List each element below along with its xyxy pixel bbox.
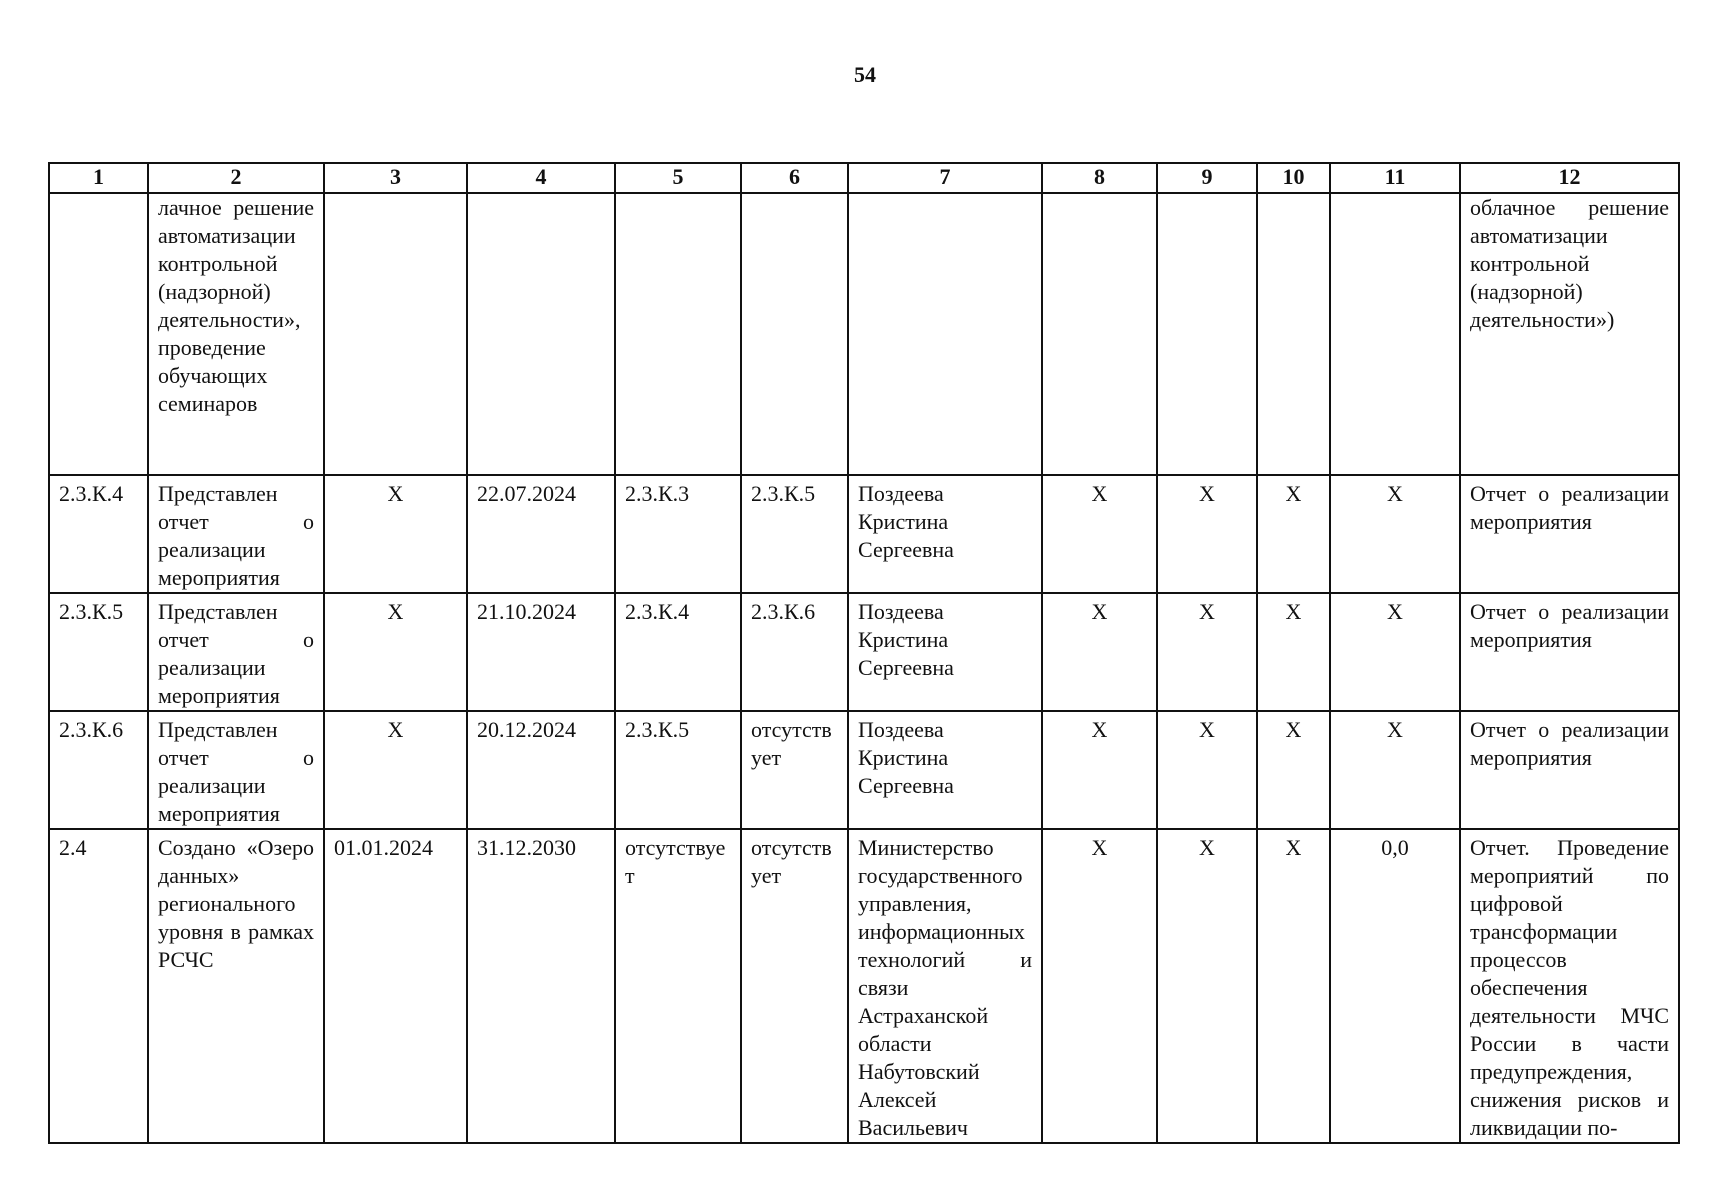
- result-cell: Представлен отчет о реализации мероприятия: [148, 711, 324, 829]
- row-number-cell: 2.4: [49, 829, 148, 1143]
- header-cell: 5: [615, 163, 741, 193]
- responsible-cell: Поздеева Кристина Сергеевна: [848, 475, 1042, 593]
- start-date-cell: 01.01.2024: [324, 829, 467, 1143]
- successor-cell: [741, 193, 848, 475]
- result-cell: Представлен отчет о реализации мероприятия: [148, 593, 324, 711]
- predecessor-cell: [615, 193, 741, 475]
- successor-cell: отсутствует: [741, 711, 848, 829]
- table-row: [49, 475, 1679, 593]
- header-cell: 8: [1042, 163, 1157, 193]
- row-number-cell: 2.3.К.6: [49, 711, 148, 829]
- col10-cell: Х: [1257, 593, 1330, 711]
- header-cell: 11: [1330, 163, 1460, 193]
- row-number-cell: 2.3.К.5: [49, 593, 148, 711]
- table-row: [49, 829, 1679, 1143]
- plan-table: [48, 162, 1680, 1144]
- col8-cell: Х: [1042, 475, 1157, 593]
- responsible-cell: [848, 193, 1042, 475]
- predecessor-cell: 2.3.К.5: [615, 711, 741, 829]
- start-date-cell: Х: [324, 475, 467, 593]
- successor-cell: 2.3.К.5: [741, 475, 848, 593]
- responsible-cell: Поздеева Кристина Сергеевна: [848, 593, 1042, 711]
- result-cell: лачное решение автоматизации контрольной (надзорной) деятельности», проведение обучающих семинаров: [148, 193, 324, 475]
- document-cell: Отчет о реализации мероприятия: [1460, 593, 1679, 711]
- responsible-cell: Поздеева Кристина Сергеевна: [848, 711, 1042, 829]
- header-cell: 3: [324, 163, 467, 193]
- predecessor-cell: отсутствует: [615, 829, 741, 1143]
- col10-cell: Х: [1257, 711, 1330, 829]
- col8-cell: Х: [1042, 593, 1157, 711]
- col9-cell: Х: [1157, 593, 1257, 711]
- responsible-cell: Министерство государственного управления, информационных технологий и связи Астраханской области Набутовский Алексей Васильевич: [848, 829, 1042, 1143]
- start-date-cell: Х: [324, 593, 467, 711]
- table-row: [49, 711, 1679, 829]
- end-date-cell: [467, 193, 615, 475]
- start-date-cell: Х: [324, 711, 467, 829]
- header-cell: 7: [848, 163, 1042, 193]
- header-cell: 6: [741, 163, 848, 193]
- col10-cell: [1257, 193, 1330, 475]
- document-cell: Отчет о реализации мероприятия: [1460, 475, 1679, 593]
- col11-cell: Х: [1330, 475, 1460, 593]
- col9-cell: Х: [1157, 475, 1257, 593]
- table-row: [49, 593, 1679, 711]
- col9-cell: Х: [1157, 829, 1257, 1143]
- col11-cell: Х: [1330, 593, 1460, 711]
- header-cell: 9: [1157, 163, 1257, 193]
- successor-cell: отсутствует: [741, 829, 848, 1143]
- predecessor-cell: 2.3.К.4: [615, 593, 741, 711]
- header-cell: 4: [467, 163, 615, 193]
- start-date-cell: [324, 193, 467, 475]
- col11-cell: 0,0: [1330, 829, 1460, 1143]
- col11-cell: Х: [1330, 711, 1460, 829]
- header-cell: 2: [148, 163, 324, 193]
- col11-cell: [1330, 193, 1460, 475]
- table-row: [49, 193, 1679, 475]
- end-date-cell: 22.07.2024: [467, 475, 615, 593]
- document-cell: Отчет о реализации мероприятия: [1460, 711, 1679, 829]
- end-date-cell: 31.12.2030: [467, 829, 615, 1143]
- col8-cell: [1042, 193, 1157, 475]
- col9-cell: Х: [1157, 711, 1257, 829]
- result-cell: Создано «Озеро данных» регионального уровня в рамках РСЧС: [148, 829, 324, 1143]
- predecessor-cell: 2.3.К.3: [615, 475, 741, 593]
- page-number: 54: [854, 62, 876, 87]
- successor-cell: 2.3.К.6: [741, 593, 848, 711]
- col9-cell: [1157, 193, 1257, 475]
- col10-cell: Х: [1257, 829, 1330, 1143]
- header-cell: 12: [1460, 163, 1679, 193]
- row-number-cell: [49, 193, 148, 475]
- document-cell: Отчет. Проведение мероприятий по цифровой трансформации процессов обеспечения деятельности МЧС России в части предупреждения, снижения рисков и ликвидации по-: [1460, 829, 1679, 1143]
- table-header-row: [49, 163, 1679, 193]
- header-cell: 1: [49, 163, 148, 193]
- document-cell: облачное решение автоматизации контрольной (надзорной) деятельности»): [1460, 193, 1679, 475]
- col10-cell: Х: [1257, 475, 1330, 593]
- end-date-cell: 21.10.2024: [467, 593, 615, 711]
- col8-cell: Х: [1042, 829, 1157, 1143]
- header-cell: 10: [1257, 163, 1330, 193]
- row-number-cell: 2.3.К.4: [49, 475, 148, 593]
- end-date-cell: 20.12.2024: [467, 711, 615, 829]
- result-cell: Представлен отчет о реализации мероприятия: [148, 475, 324, 593]
- col8-cell: Х: [1042, 711, 1157, 829]
